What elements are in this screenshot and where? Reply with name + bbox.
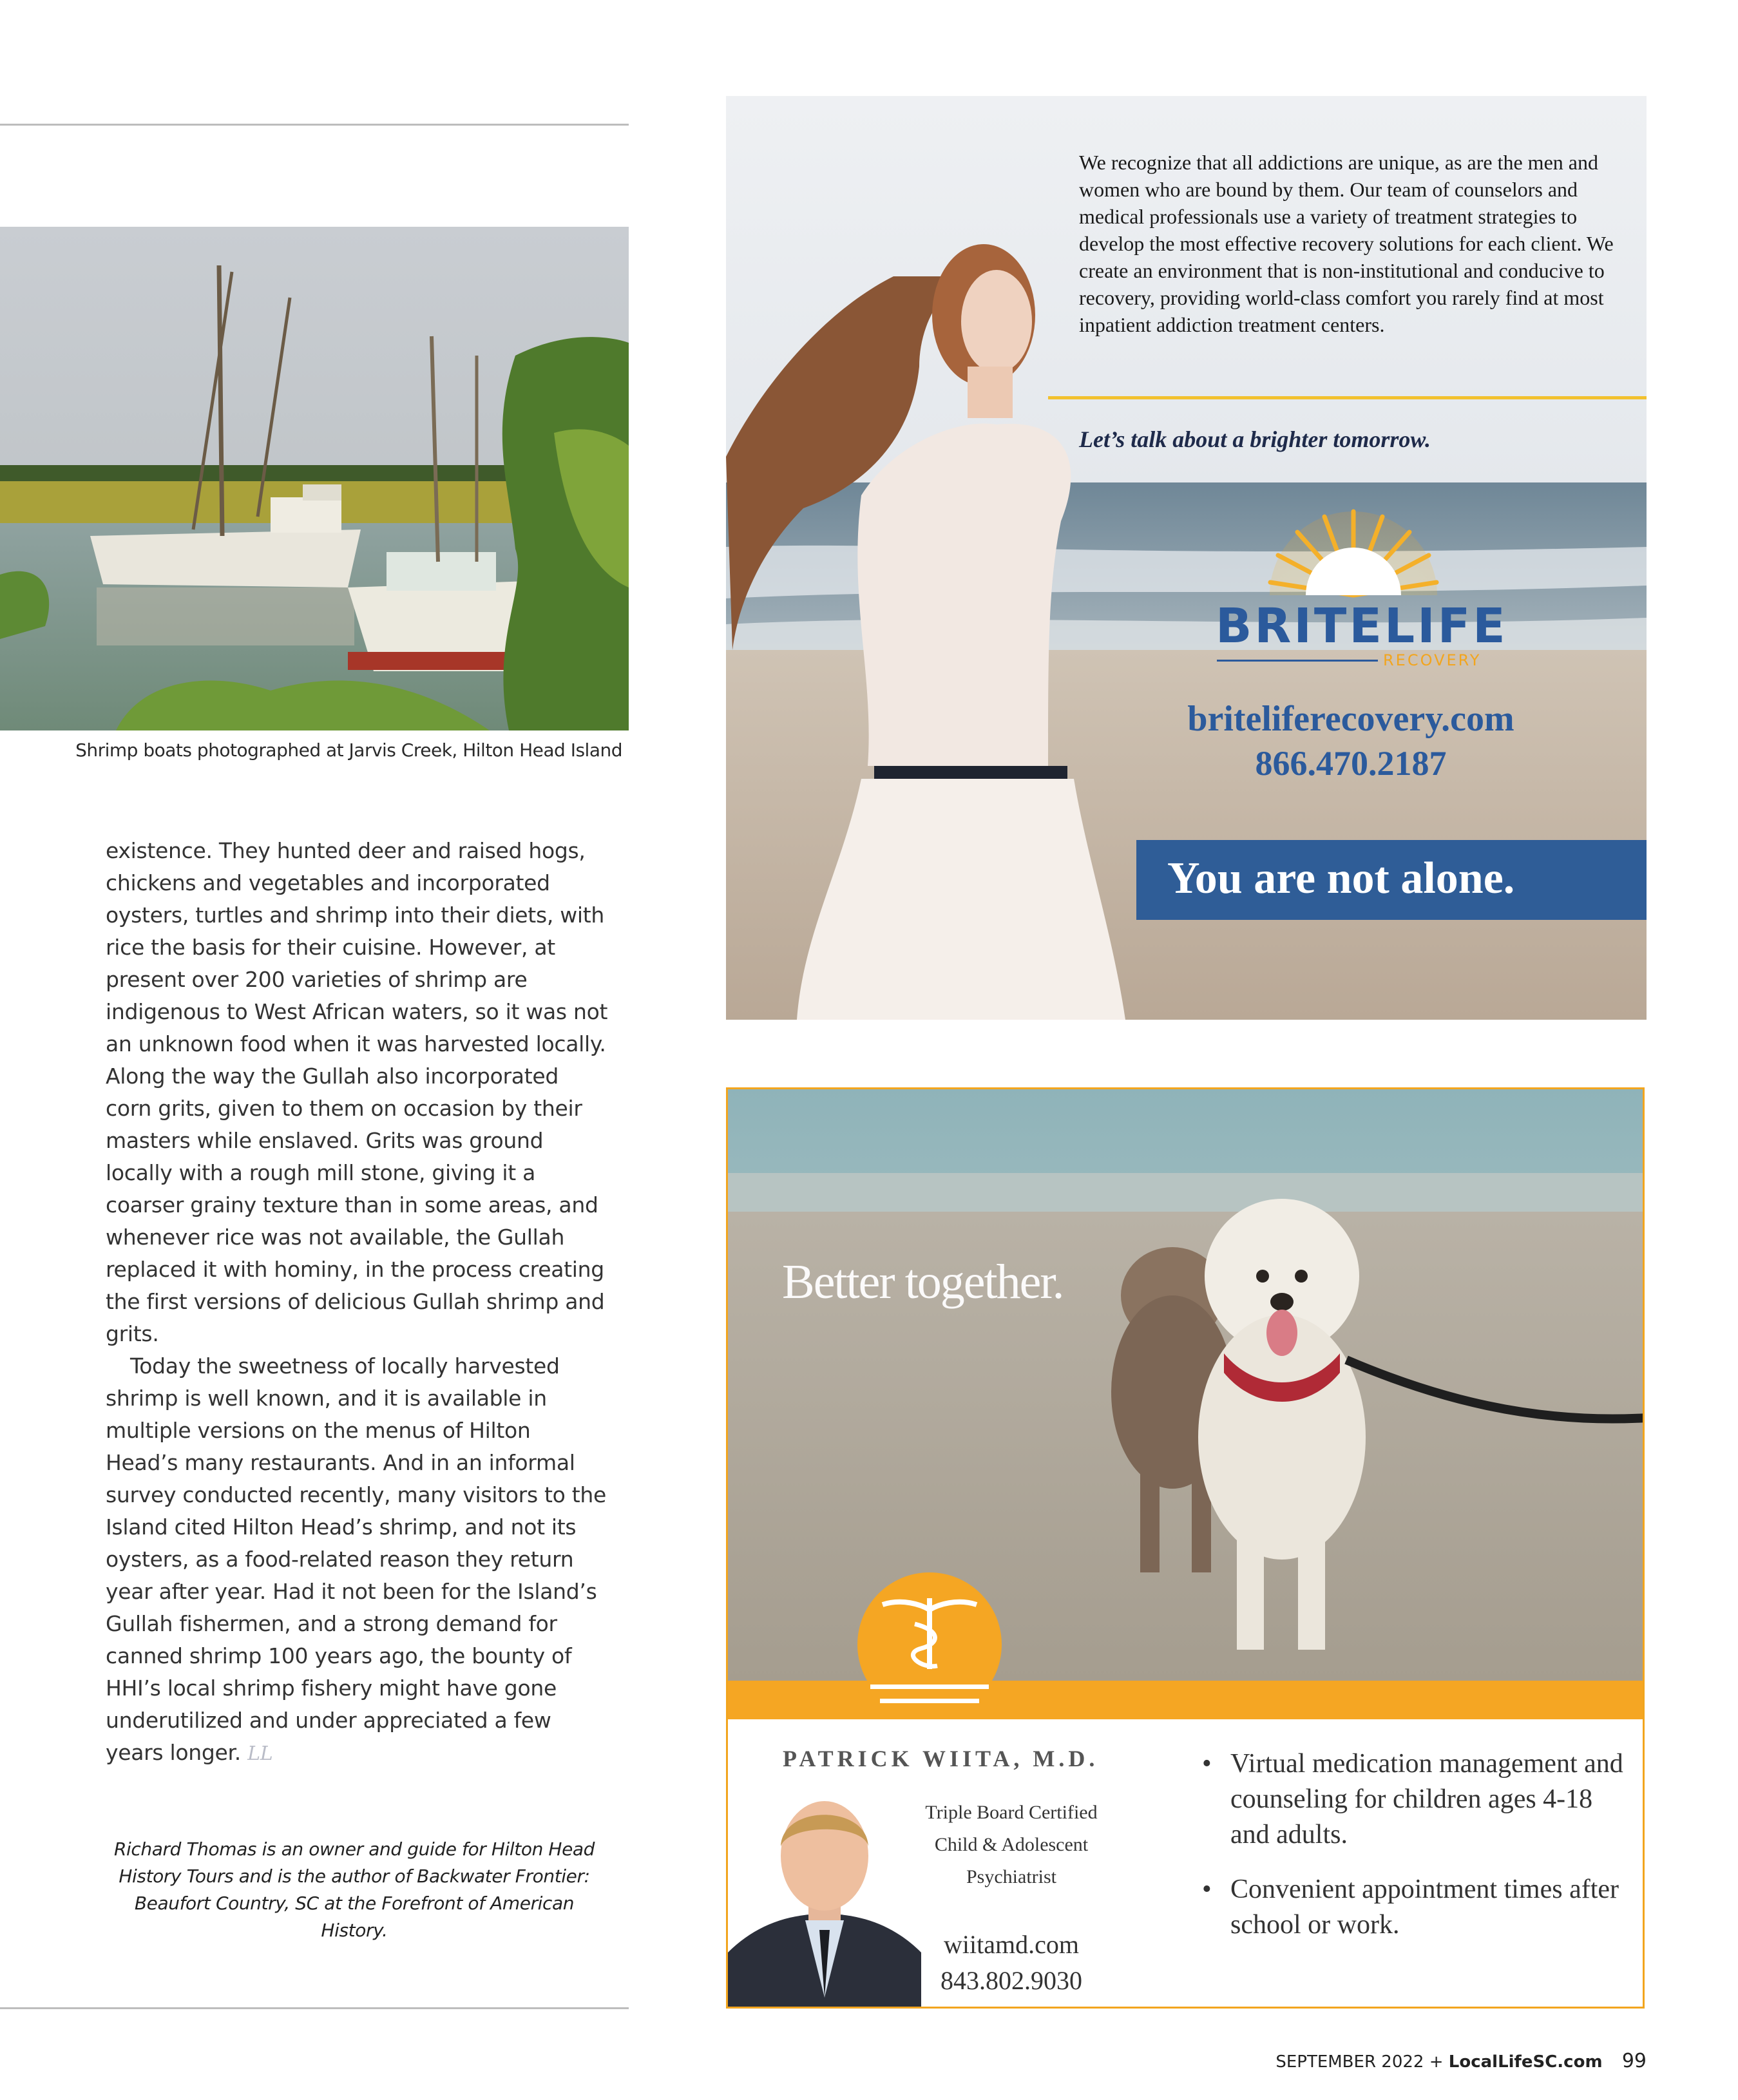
service-text: Convenient appointment times after school or work.	[1230, 1875, 1619, 1940]
credential-line: Triple Board Certified	[925, 1802, 1098, 1823]
article-paragraph	[106, 1350, 608, 1770]
service-item	[1192, 1746, 1636, 1853]
photo-caption: Shrimp boats photographed at Jarvis Creek, Hilton Head Island	[75, 740, 622, 761]
bottom-rule	[0, 2007, 629, 2009]
britelife-banner	[1136, 840, 1647, 920]
shrimp-boats-photo	[0, 227, 629, 730]
dogs-beach-photo	[728, 1089, 1645, 1681]
britelife-logo-name: BRITELIFE	[1216, 598, 1508, 654]
doctor-portrait	[728, 1785, 921, 2009]
britelife-logo-underline	[1217, 660, 1378, 662]
wiita-url-link[interactable]: wiitamd.com	[944, 1930, 1079, 1959]
article-paragraph: existence. They hunted deer and raised hogs, chickens and vegetables and incorporated oysters, turtles and shrimp into their diets, with rice the basis for their cuisine. However, at present over 200 varieties of shrimp are indigenous to West African waters, so it was not an unknown food when it was harvested locally. Along the way the Gullah also incorporated corn grits, given to them on occasion by their masters while enslaved. Grits was ground locally with a rough mill stone, giving it a coarser grainy texture than in some areas, and whenever rice was not available, the Gullah replaced it with hominy, in the process creating the first versions of delicious Gullah shrimp and grits.	[106, 838, 608, 1346]
wiita-tagline: Better together.	[782, 1255, 1064, 1309]
doctor-name: PATRICK WIITA, M.D.	[783, 1746, 1099, 1771]
page-footer	[1160, 2050, 1647, 2072]
caduceus-lines-icon	[857, 1681, 1002, 1719]
article-body	[106, 835, 608, 1770]
britelife-logo-subtitle: RECOVERY	[1383, 651, 1482, 669]
page-number: 99	[1621, 2050, 1647, 2072]
end-mark: LL	[247, 1742, 273, 1765]
author-bio: Richard Thomas is an owner and guide for Hilton Head History Tours and is the author of Backwater Frontier: Beaufort Country, SC at the Forefront of American History.	[113, 1838, 595, 1941]
bullet-icon: •	[1202, 1875, 1212, 1904]
bullet-icon: •	[1202, 1749, 1212, 1779]
britelife-banner-text: You are not alone.	[1167, 854, 1515, 903]
top-rule	[0, 124, 629, 126]
britelife-body-text: We recognize that all addictions are unique, as are the men and women who are bound by them. Our team of counselors and medical professionals use a variety of treatment strategies to develop the most effective recovery solutions for each client. We create an environment that is non-institutional and conducive to recovery, providing world-class comfort you rarely find at most inpatient addiction treatment centers.	[1079, 151, 1614, 336]
wiita-contact	[915, 1927, 1108, 1999]
credential-line: Child & Adolescent	[934, 1834, 1089, 1855]
wiita-phone-link[interactable]: 843.802.9030	[941, 1966, 1082, 1995]
doctor-credentials	[915, 1797, 1108, 1893]
britelife-divider	[1048, 396, 1647, 399]
britelife-advertisement[interactable]	[726, 96, 1647, 1020]
britelife-tagline: Let’s talk about a brighter tomorrow.	[1079, 426, 1431, 452]
service-item	[1192, 1872, 1636, 1943]
britelife-url-link[interactable]: briteliferecovery.com	[1187, 699, 1514, 739]
credential-line: Psychiatrist	[966, 1866, 1056, 1887]
footer-site-link[interactable]: LocalLifeSC.com	[1448, 2052, 1603, 2072]
britelife-phone-link[interactable]: 866.470.2187	[1255, 744, 1447, 783]
wiita-advertisement[interactable]	[726, 1087, 1645, 2009]
footer-issue: SEPTEMBER 2022 +	[1275, 2052, 1444, 2072]
services-list	[1192, 1746, 1636, 1962]
article-paragraph-text: Today the sweetness of locally harvested shrimp is well known, and it is available in multiple versions on the menus of Hilton Head’s many restaurants. And in an informal survey conducted recently, many visitors to the Island cited Hilton Head’s shrimp, and not its oysters, as a food-related reason they return year after year. Had it not been for the Island’s Gullah fishermen, and a strong demand for canned shrimp 100 years ago, the bounty of HHI’s local shrimp fishery might have gone underutilized and under appreciated a few years longer.	[106, 1353, 606, 1765]
service-text: Virtual medication management and counseling for children ages 4-18 and adults.	[1230, 1749, 1623, 1849]
